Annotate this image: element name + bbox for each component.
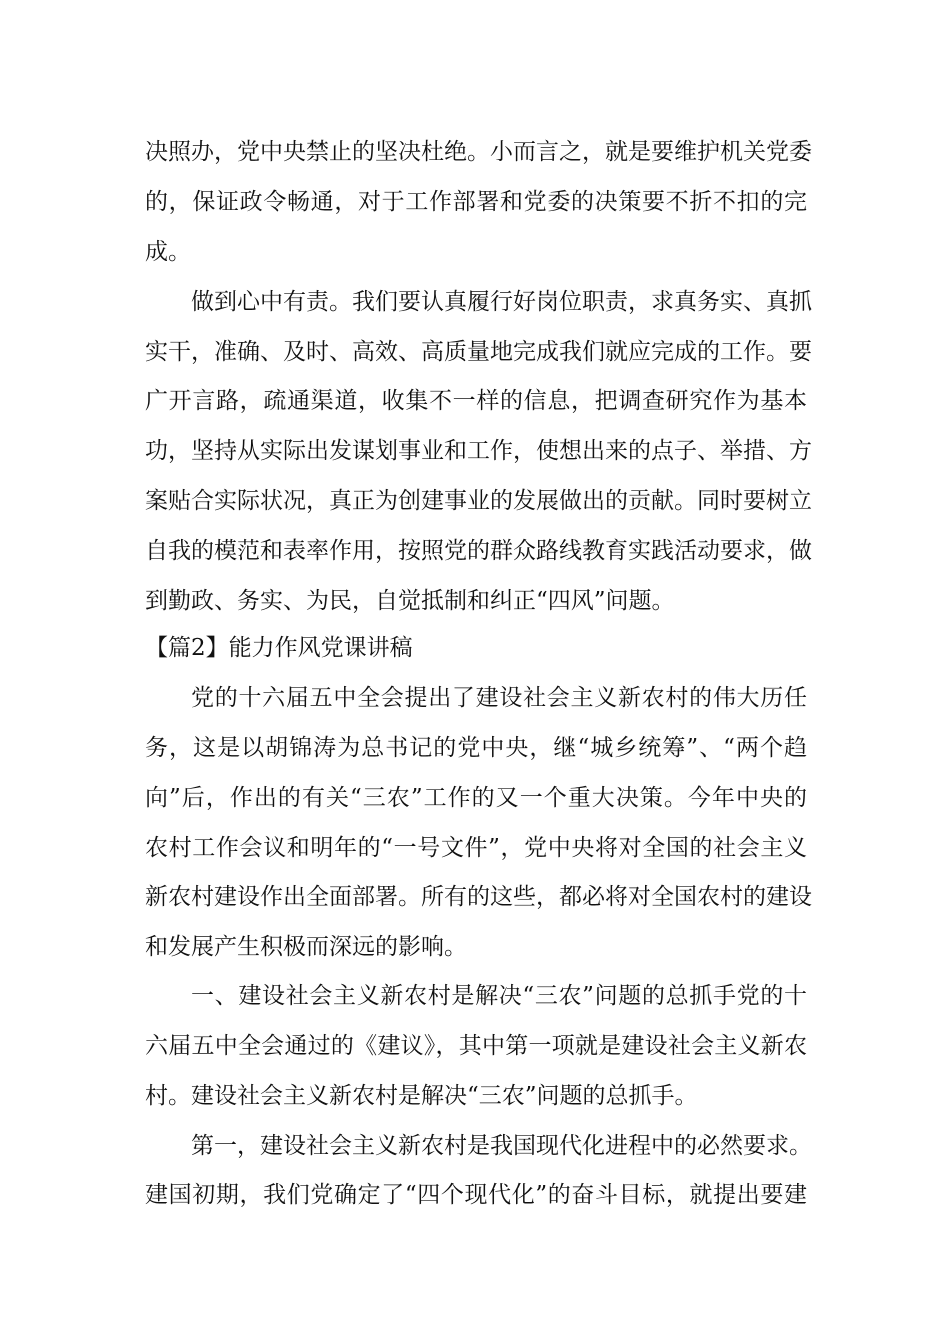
- paragraph-line: 到勤政、务实、为民，自觉抵制和纠正“四风”问题。: [145, 588, 675, 614]
- paragraph-line: 的，保证政令畅通，对于工作部署和党委的决策要不折不扣的完: [145, 189, 807, 215]
- paragraph-line: 案贴合实际状况，真正为创建事业的发展做出的贡献。同时要树立: [145, 488, 812, 514]
- paragraph-line: 第一，建设社会主义新农村是我国现代化进程中的必然要求。: [191, 1133, 812, 1159]
- paragraph-line: 村。建设社会主义新农村是解决“三农”问题的总抓手。: [145, 1083, 698, 1109]
- paragraph-line: 建国初期，我们党确定了“四个现代化”的奋斗目标，就提出要建: [145, 1182, 807, 1208]
- paragraph-line: 和发展产生积极而深远的影响。: [145, 934, 467, 960]
- paragraph-line: 实干，准确、及时、高效、高质量地完成我们就应完成的工作。要: [145, 339, 812, 365]
- paragraph-line: 党的十六届五中全会提出了建设社会主义新农村的伟大历任: [191, 685, 807, 711]
- paragraph-line: 新农村建设作出全面部署。所有的这些，都必将对全国农村的建设: [145, 884, 812, 910]
- paragraph-line: 广开言路，疏通渠道，收集不一样的信息，把调查研究作为基本: [145, 388, 807, 414]
- paragraph-line: 自我的模范和表率作用，按照党的群众路线教育实践活动要求，做: [145, 538, 812, 564]
- paragraph-line: 成。: [145, 239, 191, 265]
- paragraph-line: 一、建设社会主义新农村是解决“三农”问题的总抓手党的十: [191, 983, 807, 1009]
- paragraph-line: 农村工作会议和明年的“一号文件”，党中央将对全国的社会主义: [145, 835, 807, 861]
- paragraph-line: 向”后，作出的有关“三农”工作的又一个重大决策。今年中央的: [145, 785, 807, 811]
- paragraph-line: 做到心中有责。我们要认真履行好岗位职责，求真务实、真抓: [191, 289, 812, 315]
- paragraph-line: 功，坚持从实际出发谋划事业和工作，使想出来的点子、举措、方: [145, 438, 812, 464]
- paragraph-line: 务，这是以胡锦涛为总书记的党中央，继“城乡统筹”、“两个趋: [145, 735, 807, 761]
- section-heading: 【篇2】能力作风党课讲稿: [145, 635, 413, 661]
- paragraph-line: 六届五中全会通过的《建议》，其中第一项就是建设社会主义新农: [145, 1033, 807, 1059]
- paragraph-line: 决照办，党中央禁止的坚决杜绝。小而言之，就是要维护机关党委: [145, 139, 812, 165]
